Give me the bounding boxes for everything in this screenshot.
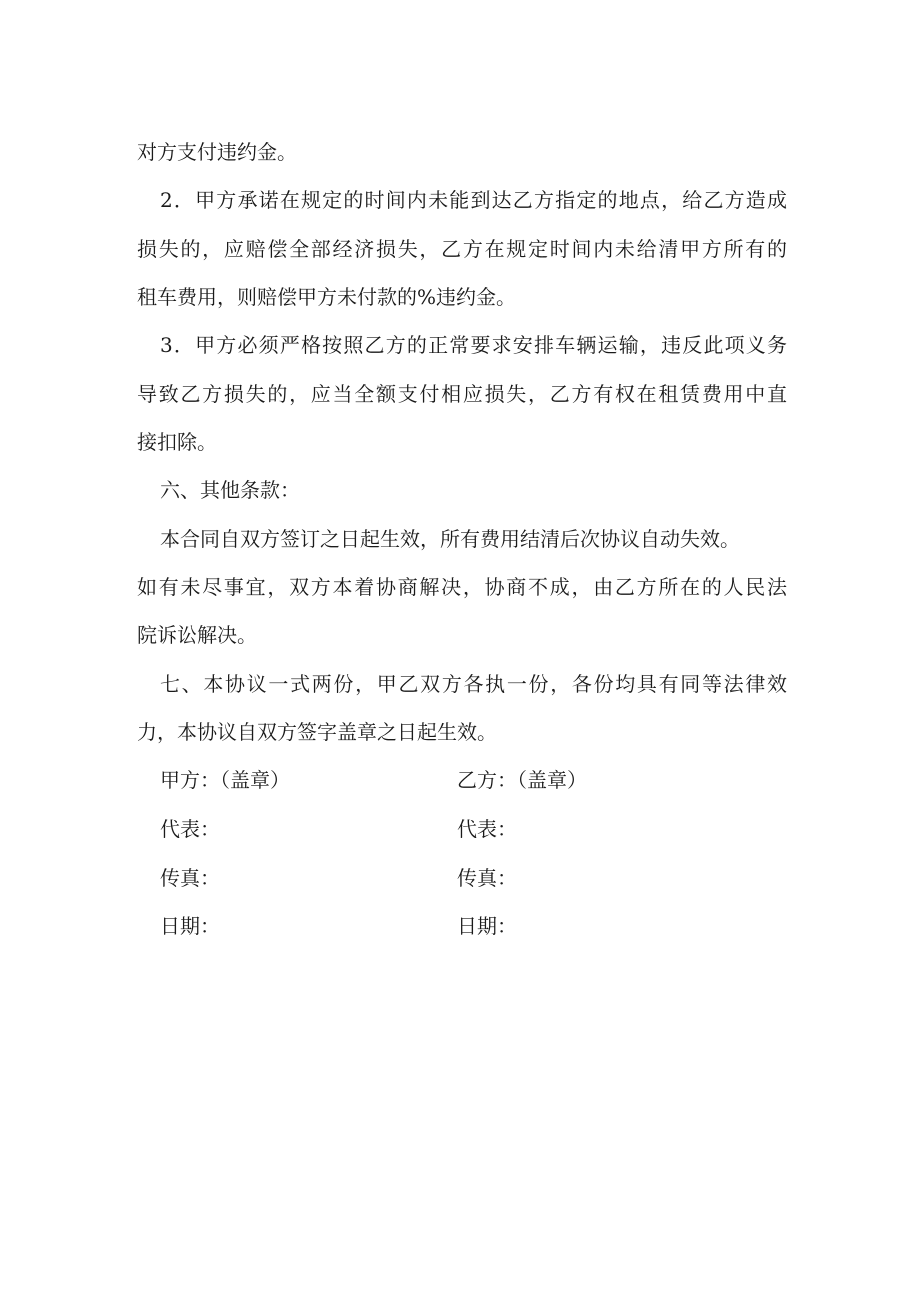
party-b-date: 日期： — [457, 914, 517, 938]
paragraph-line: 七、本协议一式两份，甲乙双方各执一份，各份均具有同等法律效 — [160, 672, 787, 696]
section-heading: 六、其他条款： — [160, 478, 300, 502]
paragraph-line: 对方支付违约金。 — [137, 140, 297, 164]
party-a-rep: 代表： — [160, 817, 220, 841]
paragraph-line: 租车费用，则赔偿甲方未付款的%违约金。 — [137, 285, 517, 309]
party-a-fax: 传真： — [160, 866, 220, 890]
paragraph-line: 导致乙方损失的，应当全额支付相应损失，乙方有权在租赁费用中直 — [137, 382, 787, 406]
paragraph-line: 力，本协议自双方签字盖章之日起生效。 — [137, 720, 497, 744]
paragraph-line: 2．甲方承诺在规定的时间内未能到达乙方指定的地点，给乙方造成 — [160, 188, 787, 212]
party-a-date: 日期： — [160, 914, 220, 938]
paragraph-line: 院诉讼解决。 — [137, 623, 257, 647]
party-b-seal: 乙方：（盖章） — [457, 768, 587, 792]
paragraph-line: 如有未尽事宜，双方本着协商解决，协商不成，由乙方所在的人民法 — [137, 575, 787, 599]
paragraph-line: 3．甲方必须严格按照乙方的正常要求安排车辆运输，违反此项义务 — [160, 333, 787, 357]
paragraph-line: 本合同自双方签订之日起生效，所有费用结清后次协议自动失效。 — [160, 527, 740, 551]
party-b-rep: 代表： — [457, 817, 517, 841]
party-a-seal: 甲方：（盖章） — [160, 768, 290, 792]
party-b-fax: 传真： — [457, 866, 517, 890]
paragraph-line: 接扣除。 — [137, 430, 217, 454]
paragraph-line: 损失的，应赔偿全部经济损失，乙方在规定时间内未给清甲方所有的 — [137, 237, 787, 261]
